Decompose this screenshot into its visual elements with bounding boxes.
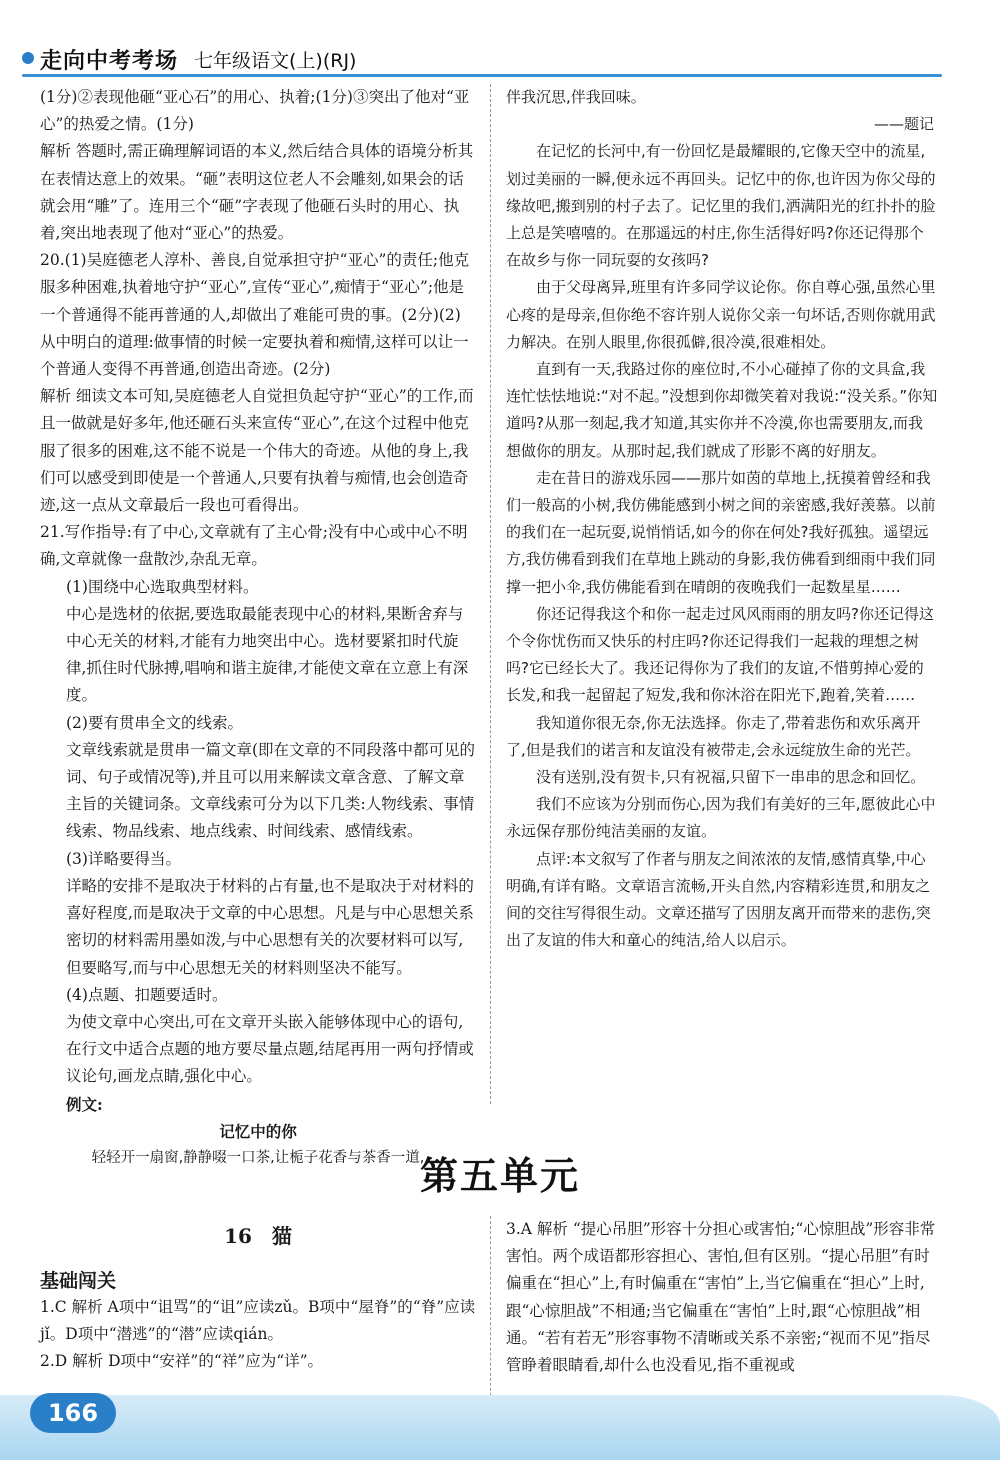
lesson-title: 16 猫 [224,1224,292,1248]
column-divider [490,1216,492,1396]
answer-21: 21.写作指导:有了中心,文章就有了主心骨;没有中心或中心不明确,文章就像一盘散沙,杂乱无章。 [40,523,468,569]
answer-3: 3.A 解析 “提心吊胆”形容十分担心或害怕;“心惊胆战”形容非常害怕。两个成语都形容担心、害怕,但有区别。“提心吊胆”有时偏重在“担心”上,有时偏重在“害怕”上,当它偏重在“担心”上时,跟“心惊胆战”不相通;当它偏重在“害怕”上时,跟“心惊胆战”相通。“若有若无”形容事物不清晰或关系不亲密;“视而不见”指尽管睁着眼睛看,却什么也没看见,指不重视或 [506,1220,936,1375]
tip-heading: (1)围绕中心选取典型材料。 [66,577,259,596]
comment-paragraph: 点评:本文叙写了作者与朋友之间浓浓的友情,感情真挚,中心明确,有详有略。文章语言流畅,开头自然,内容精彩连贯,和朋友之间的交往写得很生动。文章还描写了因朋友离开而带来的悲伤,突出了友谊的伟大和童心的纯洁,给人以启示。 [506,849,931,950]
essay-paragraph: 我知道你很无奈,你无法选择。你走了,带着悲伤和欢乐离开了,但是我们的诺言和友谊没有被带走,会永远绽放生命的光芒。 [506,713,921,759]
essay-paragraph: 在记忆的长河中,有一份回忆是最耀眼的,它像天空中的流星,划过美丽的一瞬,便永远不再回头。记忆中的你,也许因为你父母的缘故吧,搬到别的村子去了。记忆里的我们,洒满阳光的红扑扑的脸上总是笑嘻嘻的。在那遥远的村庄,你生活得好吗?你还记得那个在故乡与你一同玩耍的女孩吗? [506,142,936,270]
essay-paragraph: 由于父母离异,班里有许多同学议论你。你自尊心强,虽然心里心疼的是母亲,但你绝不容许别人说你父亲一句坏话,否则你就用武力解决。在别人眼里,你很孤僻,很冷漠,很难相处。 [506,278,936,351]
essay-paragraph: 我们不应该为分别而伤心,因为我们有美好的三年,愿彼此心中永远保存那份纯洁美丽的友谊。 [506,795,936,841]
bullet-dot-icon [22,52,34,64]
right-column [506,84,938,955]
page-number: 166 [30,1393,116,1433]
left-column [40,84,476,1172]
tip-heading: (2)要有贯串全文的线索。 [66,713,243,732]
subject-title: 七年级语文(上)(RJ) [194,50,357,72]
tip-heading: (3)详略要得当。 [66,849,181,868]
example-title: 记忆中的你 [219,1121,297,1141]
essay-paragraph: 没有送别,没有贺卡,只有祝福,只留下一串串的思念和回忆。 [536,768,926,787]
essay-paragraph: 直到有一天,我路过你的座位时,不小心碰掉了你的文具盒,我连忙怯怯地说:“对不起。”没想到你却微笑着对我说:“没关系。”你知道吗?从那一刻起,我才知道,其实你并不冷漠,你也需要朋友,而我想做你的朋友。从那时起,我们就成了形影不离的好朋友。 [506,360,938,460]
essay-line: 伴我沉思,伴我回味。 [506,88,646,106]
column-divider [490,84,492,1104]
example-label: 例文: [66,1094,103,1114]
epigraph-sign: ——题记 [873,115,934,134]
header-rule [22,74,942,77]
answer-20: 20.(1)吴庭德老人淳朴、善良,自觉承担守护“亚心”的责任;他克服多种困难,执着地守护“亚心”,宣传“亚心”,痴情于“亚心”;他是一个普通得不能再普通的人,却做出了难能可贵的事。(2分)(2)从中明白的道理:做事情的时候一定要执着和痴情,这样可以让一个普通人变得不再普通,创造出奇迹。(2分) [40,251,470,379]
tip-heading: (4)点题、扣题要适时。 [66,985,228,1004]
section-heading: 基础闯关 [40,1270,117,1292]
page-header [22,44,942,78]
analysis-paragraph: 解析 答题时,需正确理解词语的本义,然后结合具体的语境分析其在表情达意上的效果。“砸”表明这位老人不会雕刻,如果会的话就会用“雕”了。连用三个“砸”字表现了他砸石头时的用心、执着,突出地表现了他对“亚心”的热爱。 [40,142,474,243]
series-title: 走向中考考场 [40,49,179,74]
footer-band [0,1395,1000,1460]
answer-2: 2.D 解析 D项中“安祥”的“祥”应为“详”。 [40,1352,324,1371]
answer-line: (1分)②表现他砸“亚心石”的用心、执着;(1分)③突出了他对“亚心”的热爱之情。(1分) [40,88,470,134]
tip-paragraph: 为使文章中心突出,可在文章开头嵌入能够体现中心的语句,在行文中适合点题的地方要尽量点题,结尾再用一两句抒情或议论句,画龙点睛,强化中心。 [66,1012,474,1086]
bottom-right-column [506,1216,938,1379]
answer-1: 1.C 解析 A项中“诅骂”的“诅”应读zǔ。B项中“屋脊”的“脊”应读jǐ。D项中“潜逃”的“潜”应读qián。 [40,1298,476,1344]
tip-paragraph: 中心是选材的依据,要选取最能表现中心的材料,果断舍弃与中心无关的材料,才能有力地突出中心。选材要紧扣时代旋律,抓住时代脉搏,唱响和谐主旋律,才能使文章在立意上有深度。 [66,604,469,705]
essay-paragraph: 你还记得我这个和你一起走过风风雨雨的朋友吗?你还记得这个令你忧伤而又快乐的村庄吗?你还记得我们一起栽的理想之树吗?它已经长大了。我还记得你为了我们的友谊,不惜剪掉心爱的长发,和我一起留起了短发,我和你沐浴在阳光下,跑着,笑着…… [506,604,934,705]
example-opening: 轻轻开一扇窗,静静啜一口茶,让栀子花香与茶香一道, [91,1149,425,1166]
unit-title: 第五单元 [419,1154,580,1198]
analysis-paragraph: 解析 细读文本可知,吴庭德老人自觉担负起守护“亚心”的工作,而且一做就是好多年,他还砸石头来宣传“亚心”,在这个过程中他克服了很多的困难,这不能不说是一个伟大的奇迹。从他的身上,我们可以感受到即使是一个普通人,只要有执着与痴情,也会创造奇迹,这一点从文章最后一段也可看得出。 [40,387,474,515]
tip-paragraph: 详略的安排不是取决于材料的占有量,也不是取决于对材料的喜好程度,而是取决于文章的中心思想。凡是与中心思想关系密切的材料需用墨如泼,与中心思想有关的次要材料可以写,但要略写,而与中心思想无关的材料则坚决不能写。 [66,876,474,977]
tip-paragraph: 文章线索就是贯串一篇文章(即在文章的不同段落中都可见的词、句子或情况等),并且可以用来解读文章含意、了解文章主旨的关键词条。文章线索可分为以下几类:人物线索、事情线索、物品线索、地点线索、时间线索、感情线索。 [66,740,476,841]
bottom-left-column [40,1294,476,1376]
essay-paragraph: 走在昔日的游戏乐园——那片如茵的草地上,抚摸着曾经和我们一般高的小树,我仿佛能感到小树之间的亲密感,我好羡慕。以前的我们在一起玩耍,说悄悄话,如今的你在何处?我好孤独。遥望远方,我仿佛看到我们在草地上跳动的身影,我仿佛看到细雨中我们同撑一把小伞,我仿佛能看到在晴朗的夜晚我们一起数星星…… [506,468,936,596]
